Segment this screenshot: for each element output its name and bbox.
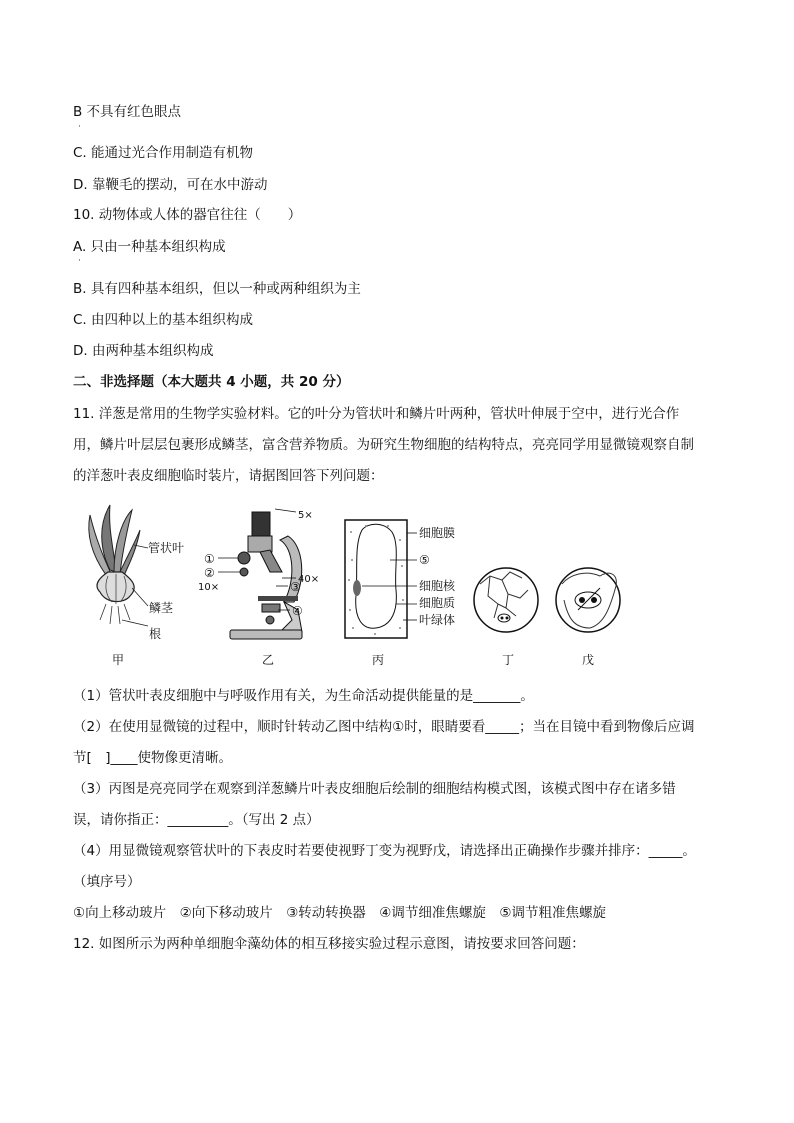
- label-n5: ⑤: [419, 553, 430, 567]
- question-11-stem-2: 用，鳞片叶层层包裹形成鳞茎，富含营养物质。为研究生物细胞的结构特点，亮亮同学用显微镜观察自制: [73, 437, 694, 453]
- option-10d: D. 由两种基本组织构成: [73, 343, 214, 359]
- label-n1: ①: [204, 552, 215, 566]
- label-bing: 丙: [372, 653, 385, 667]
- label-chloroplast: 叶绿体: [419, 613, 456, 627]
- option-9b: B 不具有红色眼点: [73, 104, 182, 120]
- dot-mark: ·: [78, 256, 81, 266]
- field-of-view-wu: [556, 568, 620, 632]
- question-11-stem-3: 的洋葱叶表皮细胞临时装片，请据图回答下列问题：: [73, 468, 384, 484]
- label-wu: 戊: [582, 653, 595, 667]
- microscope-illustration: [218, 509, 302, 639]
- question-12-stem: 12. 如图所示为两种单细胞伞藻幼体的相互移接实验过程示意图，请按要求回答问题：: [73, 936, 585, 952]
- option-10c: C. 由四种以上的基本组织构成: [73, 312, 254, 328]
- question-10-stem: 10. 动物体或人体的器官往往（ ）: [73, 207, 302, 223]
- question-11-part-3-line-2: 误，请你指正：_________。（写出 2 点）: [73, 812, 320, 828]
- label-tubular-leaf: 管状叶: [148, 541, 185, 555]
- onion-plant-illustration: [89, 505, 148, 626]
- label-membrane: 细胞膜: [419, 526, 456, 540]
- section-heading: 二、非选择题（本大题共 4 小题，共 20 分）: [73, 374, 350, 390]
- label-cytoplasm: 细胞质: [419, 596, 456, 610]
- question-11-part-2-line-2: 节[ ]____使物像更清晰。: [73, 750, 233, 766]
- question-11-part-4-line-1: （4）用显微镜观察管状叶的下表皮时若要使视野丁变为视野戊，请选择出正确操作步骤并排序：_____。: [73, 843, 696, 859]
- question-11-figure: [70, 500, 730, 670]
- label-n4: ④: [292, 604, 303, 618]
- question-11-part-4-line-2: （填序号）: [73, 874, 141, 890]
- field-of-view-ding: [474, 568, 538, 632]
- question-11-part-4-options: ①向上移动玻片 ②向下移动玻片 ③转动转换器 ④调节细准焦螺旋 ⑤调节粗准焦螺旋: [73, 905, 607, 921]
- option-10b: B. 具有四种基本组织，但以一种或两种组织为主: [73, 281, 361, 297]
- option-9c: C. 能通过光合作用制造有机物: [73, 145, 254, 161]
- label-ding: 丁: [502, 653, 515, 667]
- label-nucleus: 细胞核: [419, 579, 456, 593]
- option-10a: A. 只由一种基本组织构成: [73, 239, 226, 255]
- label-root: 根: [149, 627, 162, 641]
- question-11-part-3-line-1: （3）丙图是亮亮同学在观察到洋葱鳞片叶表皮细胞后绘制的细胞结构模式图，该模式图中存在诸多错: [73, 781, 676, 797]
- label-n2: ②: [204, 566, 215, 580]
- cell-diagram-illustration: [345, 520, 417, 638]
- label-yi: 乙: [262, 653, 275, 667]
- label-eyepiece: 5×: [298, 510, 313, 521]
- question-11-stem-1: 11. 洋葱是常用的生物学实验材料。它的叶分为管状叶和鳞片叶两种，管状叶伸展于空中，进行光合作: [73, 406, 680, 422]
- dot-mark: ·: [78, 122, 81, 132]
- question-11-part-1: （1）管状叶表皮细胞中与呼吸作用有关，为生命活动提供能量的是_______。: [73, 688, 534, 704]
- label-jia: 甲: [112, 653, 125, 667]
- label-bulb: 鳞茎: [149, 601, 174, 615]
- label-objective-low: 10×: [198, 582, 220, 593]
- option-9d: D. 靠鞭毛的摆动，可在水中游动: [73, 177, 268, 193]
- label-n3: ③: [290, 580, 301, 594]
- question-11-part-2-line-1: （2）在使用显微镜的过程中，顺时针转动乙图中结构①时，眼睛要看_____；当在目镜中看到物像后应调: [73, 719, 695, 735]
- label-objective-high: 40×: [298, 574, 320, 585]
